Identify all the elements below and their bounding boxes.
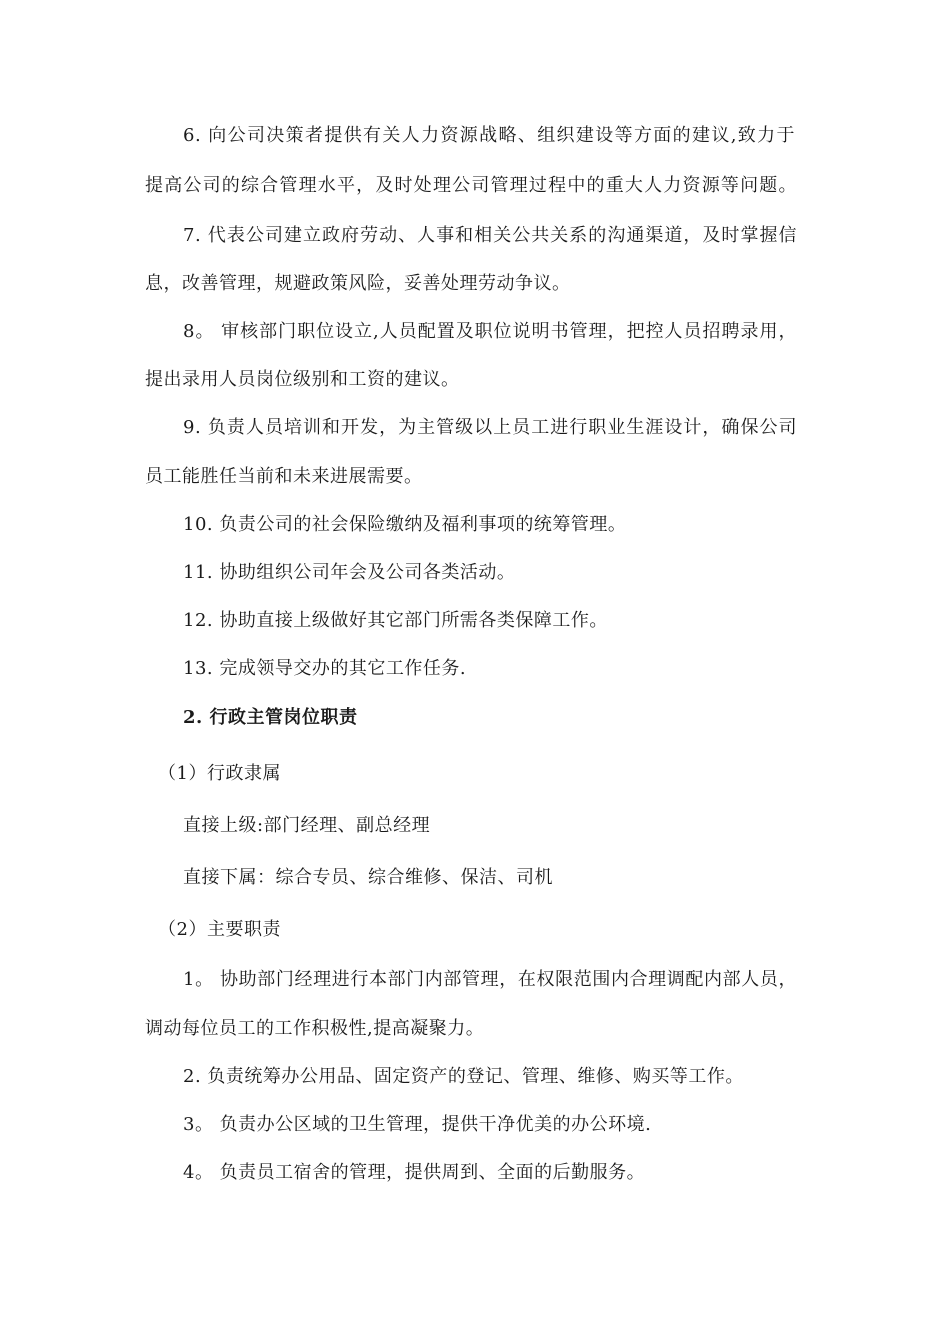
paragraph-line: 12. 协助直接上级做好其它部门所需各类保障工作。 <box>183 610 608 631</box>
paragraph-line: 提高公司的综合管理水平，及时处理公司管理过程中的重大人力资源等问题。 <box>145 175 797 196</box>
paragraph-line: 6. 向公司决策者提供有关人力资源战略、组织建设等方面的建议,致力于 <box>183 125 795 146</box>
section-heading: 2. 行政主管岗位职责 <box>183 707 358 728</box>
paragraph-line: 13. 完成领导交办的其它工作任务. <box>183 658 467 679</box>
paragraph-line: 调动每位员工的工作积极性,提高凝聚力。 <box>145 1018 485 1039</box>
paragraph-line: 11. 协助组织公司年会及公司各类活动。 <box>183 562 516 583</box>
subsection-heading: （2）主要职责 <box>158 919 281 940</box>
paragraph-line: 直接上级:部门经理、副总经理 <box>183 815 431 836</box>
paragraph-line: 息，改善管理，规避政策风险，妥善处理劳动争议。 <box>145 273 571 294</box>
paragraph-line: 员工能胜任当前和未来进展需要。 <box>145 466 423 487</box>
paragraph-line: 2. 负责统筹办公用品、固定资产的登记、管理、维修、购买等工作。 <box>183 1066 744 1087</box>
paragraph-line: 提出录用人员岗位级别和工资的建议。 <box>145 369 460 390</box>
subsection-heading: （1）行政隶属 <box>158 763 281 784</box>
paragraph-line: 1。 协助部门经理进行本部门内部管理，在权限范围内合理调配内部人员， <box>183 969 797 990</box>
paragraph-line: 8。 审核部门职位设立,人员配置及职位说明书管理，把控人员招聘录用， <box>183 321 797 342</box>
paragraph-line: 4。 负责员工宿舍的管理，提供周到、全面的后勤服务。 <box>183 1162 646 1183</box>
paragraph-line: 10. 负责公司的社会保险缴纳及福利事项的统筹管理。 <box>183 514 627 535</box>
paragraph-line: 直接下属：综合专员、综合维修、保洁、司机 <box>183 867 553 888</box>
paragraph-line: 7. 代表公司建立政府劳动、人事和相关公共关系的沟通渠道，及时掌握信 <box>183 225 797 246</box>
paragraph-line: 9. 负责人员培训和开发，为主管级以上员工进行职业生涯设计，确保公司 <box>183 417 797 438</box>
paragraph-line: 3。 负责办公区域的卫生管理，提供干净优美的办公环境. <box>183 1114 652 1135</box>
